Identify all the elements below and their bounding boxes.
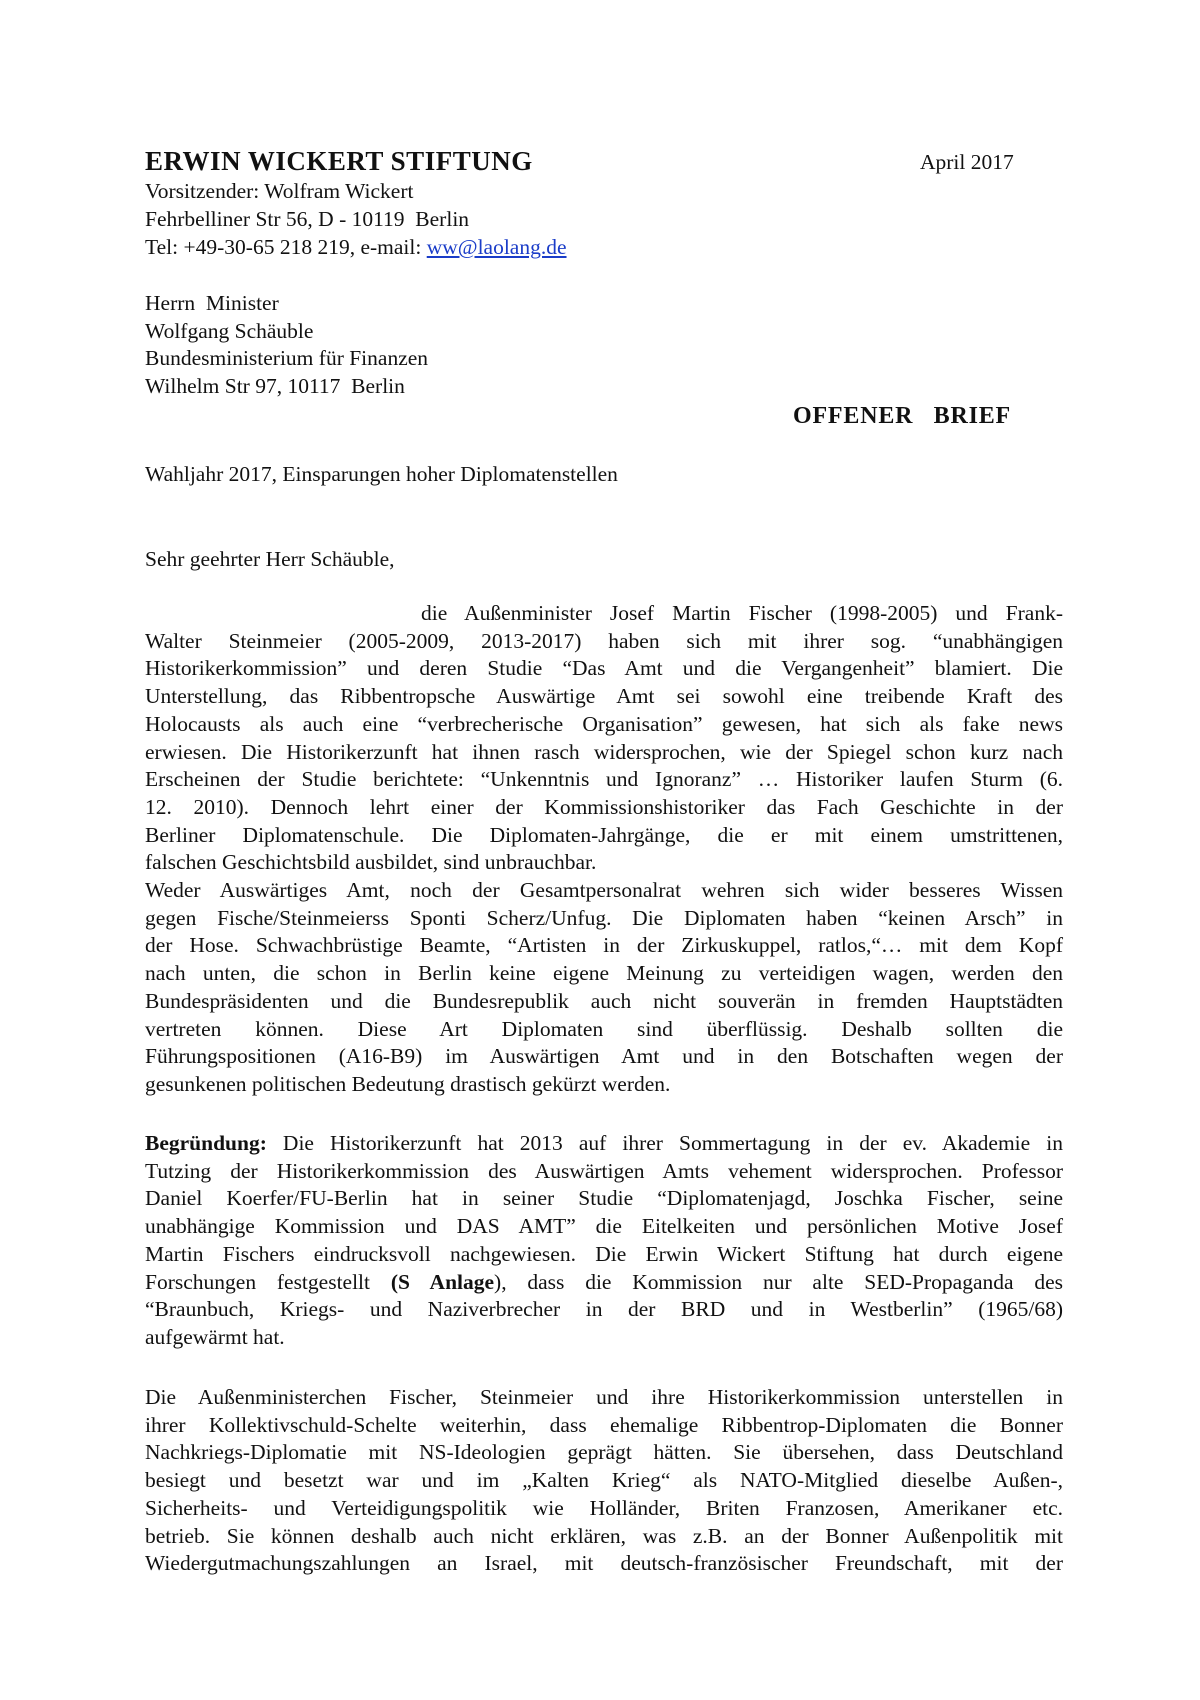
body-paragraph-4	[145, 1384, 1063, 1578]
recipient-address: Wilhelm Str 97, 10117 Berlin	[145, 374, 405, 398]
text-line: Bundespräsidenten und die Bundesrepublik auch nicht souverän in fremden Hauptstädten	[145, 988, 1063, 1013]
reasoning-label: Begründung:	[145, 1131, 267, 1155]
salutation: Sehr geehrter Herr Schäuble,	[145, 547, 395, 571]
text-line: erwiesen. Die Historikerzunft hat ihnen rasch widersprochen, wie der Spiegel schon kurz nach	[145, 739, 1063, 764]
letter-date: April 2017	[920, 150, 1014, 174]
text-line: Berliner Diplomatenschule. Die Diplomaten-Jahrgänge, die er mit einem umstrittenen,	[145, 822, 1063, 847]
text-line: besiegt und besetzt war und im „Kalten Krieg“ als NATO-Mitglied dieselbe Außen-,	[145, 1468, 1063, 1493]
text-line: die Außenminister Josef Martin Fischer (1998-2005) und Frank-	[421, 601, 1063, 625]
text-line: falschen Geschichtsbild ausbildet, sind unbrauchbar.	[145, 850, 597, 875]
text-line: Nachkriegs-Diplomatie mit NS-Ideologien geprägt hätten. Sie übersehen, dass Deutschland	[145, 1440, 1063, 1465]
organization-name: ERWIN WICKERT STIFTUNG	[145, 146, 533, 176]
recipient-ministry: Bundesministerium für Finanzen	[145, 346, 429, 370]
text-line: nach unten, die schon in Berlin keine eigene Meinung zu verteidigen wagen, werden den	[145, 961, 1063, 986]
text-line: betrieb. Sie können deshalb auch nicht erklären, was z.B. an der Bonner Außenpolitik mit	[145, 1523, 1063, 1548]
text-line: Erscheinen der Studie berichtete: “Unkenntnis und Ignoranz” … Historiker laufen Sturm (6.	[145, 767, 1063, 792]
text-line: Wiedergutmachungszahlungen an Israel, mit deutsch-französischer Freundschaft, mit der	[145, 1551, 1063, 1576]
body-paragraph-2	[145, 877, 1063, 1099]
text-line: vertreten können. Diese Art Diplomaten sind überflüssig. Deshalb sollten die	[145, 1016, 1063, 1041]
text-line: Sicherheits- und Verteidigungspolitik wie Holländer, Briten Franzosen, Amerikaner etc.	[145, 1495, 1063, 1520]
text-line: Forschungen festgestellt (S Anlage), dass die Kommission nur alte SED-Propaganda des	[145, 1269, 1063, 1294]
text-line: Martin Fischers eindrucksvoll nachgewiesen. Die Erwin Wickert Stiftung hat durch eigene	[145, 1241, 1063, 1266]
body-paragraph-1	[145, 600, 1063, 877]
email-link[interactable]: ww@laolang.de	[426, 235, 567, 259]
sender-address: Fehrbelliner Str 56, D - 10119 Berlin	[145, 207, 470, 231]
subject-line: Wahljahr 2017, Einsparungen hoher Diplomatenstellen	[145, 462, 618, 486]
text-line: unabhängige Kommission und DAS AMT” die Eitelkeiten und persönlichen Motive Josef	[145, 1214, 1063, 1239]
chair-line: Vorsitzender: Wolfram Wickert	[145, 179, 414, 203]
text-line: ihrer Kollektivschuld-Schelte weiterhin, dass ehemalige Ribbentrop-Diplomaten die Bonner	[145, 1412, 1063, 1437]
text-line: Daniel Koerfer/FU-Berlin hat in seiner Studie “Diplomatenjagd, Joschka Fischer, seine	[145, 1186, 1063, 1211]
text-line: 12. 2010). Dennoch lehrt einer der Kommissionshistoriker das Fach Geschichte in der	[145, 794, 1063, 819]
recipient-title: Herrn Minister	[145, 291, 279, 315]
text-line: gegen Fische/Steinmeierss Sponti Scherz/Unfug. Die Diplomaten haben “keinen Arsch” in	[145, 905, 1063, 930]
open-letter-title: OFFENER BRIEF	[793, 403, 1012, 429]
contact-prefix: Tel: +49-30-65 218 219, e-mail:	[145, 235, 427, 259]
text-line: Weder Auswärtiges Amt, noch der Gesamtpersonalrat wehren sich wider besseres Wissen	[145, 878, 1063, 902]
text-line: Historikerkommission” und deren Studie “Das Amt und die Vergangenheit” blamiert. Die	[145, 656, 1063, 681]
text-line: aufgewärmt hat.	[145, 1324, 285, 1349]
text-line: Walter Steinmeier (2005-2009, 2013-2017) haben sich mit ihrer sog. “unabhängigen	[145, 628, 1063, 653]
text-line: Tutzing der Historikerkommission des Auswärtigen Amts vehement widersprochen. Professor	[145, 1158, 1063, 1183]
text-line: Unterstellung, das Ribbentropsche Auswärtige Amt sei sowohl eine treibende Kraft des	[145, 684, 1063, 709]
annex-reference: (S Anlage	[390, 1269, 495, 1294]
text-line: Begründung: Die Historikerzunft hat 2013 auf ihrer Sommertagung in der ev. Akademie in	[145, 1131, 1063, 1155]
text-line: Führungspositionen (A16-B9) im Auswärtigen Amt und in den Botschaften wegen der	[145, 1044, 1063, 1069]
recipient-name: Wolfgang Schäuble	[145, 319, 314, 343]
body-paragraph-3	[145, 1130, 1063, 1352]
text-line: “Braunbuch, Kriegs- und Naziverbrecher in der BRD und in Westberlin” (1965/68)	[145, 1297, 1063, 1322]
text-line: Holocausts als auch eine “verbrecherische Organisation” gewesen, hat sich als fake news	[145, 711, 1063, 736]
contact-line	[145, 234, 567, 260]
text-line: Die Außenministerchen Fischer, Steinmeier und ihre Historikerkommission unterstellen in	[145, 1385, 1063, 1409]
text-line: der Hose. Schwachbrüstige Beamte, “Artisten in der Zirkuskuppel, ratlos,“… mit dem Kopf	[145, 933, 1063, 958]
text-line: gesunkenen politischen Bedeutung drastisch gekürzt werden.	[145, 1071, 671, 1096]
